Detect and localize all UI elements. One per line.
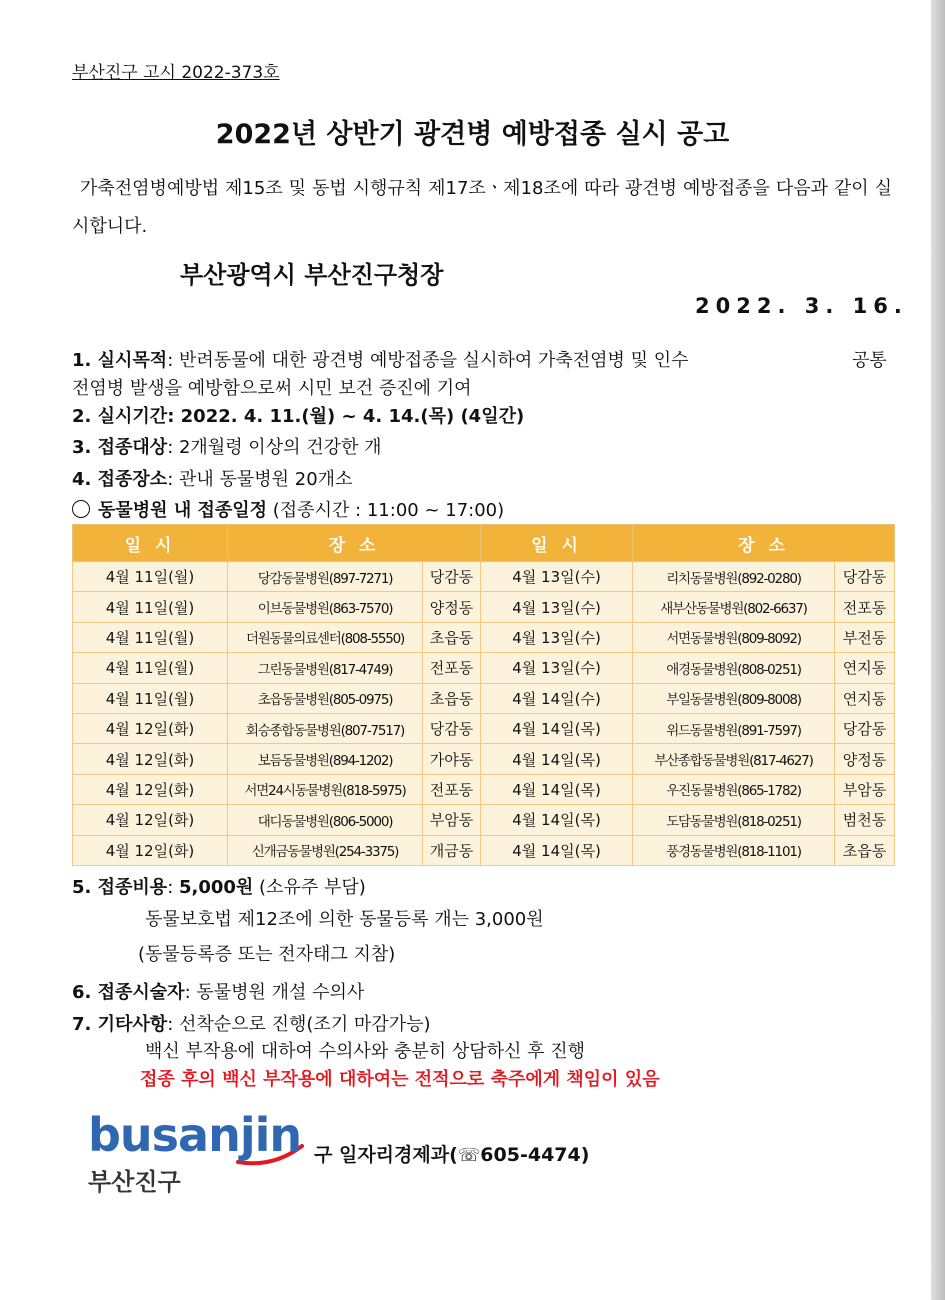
section-period <box>72 402 524 428</box>
header-place-1: 장 소 <box>228 525 481 562</box>
schedule-label: 동물병원 내 접종일정 <box>98 500 268 521</box>
page-edge <box>931 0 945 1300</box>
date-cell: 4월 12일(화) <box>73 805 228 835</box>
hospital-cell: 애경동물병원(808-0251) <box>633 653 835 683</box>
date-cell: 4월 14일(목) <box>481 713 633 743</box>
circle-bullet-icon <box>72 500 90 518</box>
dong-cell: 당감동 <box>423 713 481 743</box>
hospital-cell: 우진동물병원(865-1782) <box>633 774 835 804</box>
date-cell: 4월 11일(월) <box>73 683 228 713</box>
section-etc-line-2: 백신 부작용에 대하여 수의사와 충분히 상담하신 후 진행 <box>145 1041 585 1062</box>
hospital-cell: 이브동물병원(863-7570) <box>228 592 423 622</box>
schedule-table <box>72 524 895 866</box>
section-place <box>72 465 352 491</box>
section-cost-line-2: 동물보호법 제12조에 의한 동물등록 개는 3,000원 <box>145 909 544 930</box>
table-row <box>73 683 895 713</box>
date-cell: 4월 14일(목) <box>481 774 633 804</box>
dong-cell: 개금동 <box>423 835 481 865</box>
table-row <box>73 835 895 865</box>
section-purpose-text-2: 전염병 발생을 예방함으로써 시민 보건 증진에 기여 <box>72 378 472 399</box>
hospital-cell: 풍경동물병원(818-1101) <box>633 835 835 865</box>
hospital-cell: 새부산동물병원(802-6637) <box>633 592 835 622</box>
contact-phone: 605-4474) <box>480 1144 590 1166</box>
section-purpose-overflow: 공통 <box>852 350 887 371</box>
dong-cell: 당감동 <box>423 562 481 592</box>
dong-cell: 양정동 <box>423 592 481 622</box>
section-etc <box>72 1010 431 1036</box>
table-header-row <box>73 525 895 562</box>
section-cost <box>72 873 366 899</box>
section-cost-text: (소유주 부담) <box>253 877 366 898</box>
section-period-label: 2. 실시기간 <box>72 406 168 427</box>
dong-cell: 전포동 <box>423 653 481 683</box>
hospital-cell: 더원동물의료센터(808-5550) <box>228 622 423 652</box>
logo-korean: 부산진구 <box>88 1168 181 1196</box>
section-etc-text: : 선착순으로 진행(조기 마감가능) <box>167 1014 431 1035</box>
schedule-time: (접종시간 : 11:00 ~ 17:00) <box>272 500 505 521</box>
table-row <box>73 744 895 774</box>
section-cost-label: 5. 접종비용 <box>72 877 168 898</box>
date-cell: 4월 14일(수) <box>481 683 633 713</box>
hospital-cell: 도담동물병원(818-0251) <box>633 805 835 835</box>
table-row <box>73 805 895 835</box>
date-cell: 4월 14일(목) <box>481 835 633 865</box>
page-title: 2022년 상반기 광견병 예방접종 실시 공고 <box>215 119 730 150</box>
section-target-label: 3. 접종대상 <box>72 437 168 458</box>
section-target-text: : 2개월령 이상의 건강한 개 <box>167 437 382 458</box>
intro-text: 가축전염병예방법 제15조 및 동법 시행규칙 제17조ㆍ제18조에 따라 광견병 예방접종을 다음과 같이 실시합니다. <box>72 178 892 237</box>
section-target <box>72 433 381 459</box>
section-purpose <box>72 346 689 372</box>
section-operator-text: : 동물병원 개설 수의사 <box>184 982 365 1003</box>
dong-cell: 연지동 <box>835 683 895 713</box>
section-cost-fee: 5,000원 <box>178 877 254 898</box>
date-cell: 4월 13일(수) <box>481 562 633 592</box>
hospital-cell: 신개금동물병원(254-3375) <box>228 835 423 865</box>
hospital-cell: 대디동물병원(806-5000) <box>228 805 423 835</box>
hospital-cell: 서면동물병원(809-8092) <box>633 622 835 652</box>
dong-cell: 초읍동 <box>423 622 481 652</box>
header-date-1: 일 시 <box>73 525 228 562</box>
hospital-cell: 보듬동물병원(894-1202) <box>228 744 423 774</box>
date-cell: 4월 13일(수) <box>481 622 633 652</box>
dong-cell: 초읍동 <box>423 683 481 713</box>
schedule-heading <box>72 496 504 522</box>
header-date-2: 일 시 <box>481 525 633 562</box>
date-cell: 4월 11일(월) <box>73 622 228 652</box>
section-period-text: : 2022. 4. 11.(월) ~ 4. 14.(목) (4일간) <box>167 406 525 427</box>
dong-cell: 부암동 <box>835 774 895 804</box>
table-row <box>73 774 895 804</box>
dong-cell: 전포동 <box>423 774 481 804</box>
dong-cell: 연지동 <box>835 653 895 683</box>
section-operator <box>72 978 364 1004</box>
table-row <box>73 653 895 683</box>
date-cell: 4월 12일(화) <box>73 713 228 743</box>
hospital-cell: 부산종합동물병원(817-4627) <box>633 744 835 774</box>
intro-paragraph <box>72 170 892 246</box>
hospital-cell: 서면24시동물병원(818-5975) <box>228 774 423 804</box>
date-cell: 4월 14일(목) <box>481 744 633 774</box>
table-row <box>73 622 895 652</box>
date-cell: 4월 13일(수) <box>481 653 633 683</box>
hospital-cell: 리치동물병원(892-0280) <box>633 562 835 592</box>
dong-cell: 양정동 <box>835 744 895 774</box>
hospital-cell: 위드동물병원(891-7597) <box>633 713 835 743</box>
date-cell: 4월 14일(목) <box>481 805 633 835</box>
phone-icon: ☏ <box>457 1145 481 1166</box>
section-place-label: 4. 접종장소 <box>72 469 168 490</box>
section-purpose-label: 1. 실시목적 <box>72 350 168 371</box>
hospital-cell: 회승종합동물병원(807-7517) <box>228 713 423 743</box>
header-place-2: 장 소 <box>633 525 895 562</box>
contact-prefix: 구 일자리경제과( <box>314 1144 458 1166</box>
logo-word: busanjin <box>88 1108 302 1162</box>
date-cell: 4월 13일(수) <box>481 592 633 622</box>
table-row <box>73 713 895 743</box>
section-etc-label: 7. 기타사항 <box>72 1014 168 1035</box>
section-purpose-text: : 반려동물에 대한 광견병 예방접종을 실시하여 가축전염병 및 인수 <box>167 350 689 371</box>
date-cell: 4월 12일(화) <box>73 774 228 804</box>
dong-cell: 부암동 <box>423 805 481 835</box>
date-cell: 4월 11일(월) <box>73 592 228 622</box>
busanjin-logo <box>88 1108 304 1198</box>
hospital-cell: 초읍동물병원(805-0975) <box>228 683 423 713</box>
date-cell: 4월 12일(화) <box>73 744 228 774</box>
date-cell: 4월 12일(화) <box>73 835 228 865</box>
table-row <box>73 562 895 592</box>
section-operator-label: 6. 접종시술자 <box>72 982 185 1003</box>
table-row <box>73 592 895 622</box>
section-cost-colon: : <box>167 877 179 898</box>
hospital-cell: 그린동물병원(817-4749) <box>228 653 423 683</box>
dong-cell: 가야동 <box>423 744 481 774</box>
contact-info <box>314 1140 589 1167</box>
section-place-text: : 관내 동물병원 20개소 <box>167 469 353 490</box>
issuer: 부산광역시 부산진구청장 <box>180 261 444 289</box>
notice-date: 2022. 3. 16. <box>695 294 908 318</box>
dong-cell: 초읍동 <box>835 835 895 865</box>
notice-number: 부산진구 고시 2022-373호 <box>72 63 280 83</box>
warning-text: 접종 후의 백신 부작용에 대하여는 전적으로 축주에게 책임이 있음 <box>140 1069 660 1090</box>
dong-cell: 범천동 <box>835 805 895 835</box>
hospital-cell: 당감동물병원(897-7271) <box>228 562 423 592</box>
date-cell: 4월 11일(월) <box>73 653 228 683</box>
dong-cell: 당감동 <box>835 713 895 743</box>
hospital-cell: 부일동물병원(809-8008) <box>633 683 835 713</box>
section-cost-line-3: (동물등록증 또는 전자태그 지참) <box>138 944 396 965</box>
dong-cell: 전포동 <box>835 592 895 622</box>
date-cell: 4월 11일(월) <box>73 562 228 592</box>
dong-cell: 당감동 <box>835 562 895 592</box>
dong-cell: 부전동 <box>835 622 895 652</box>
table-body <box>73 562 895 866</box>
